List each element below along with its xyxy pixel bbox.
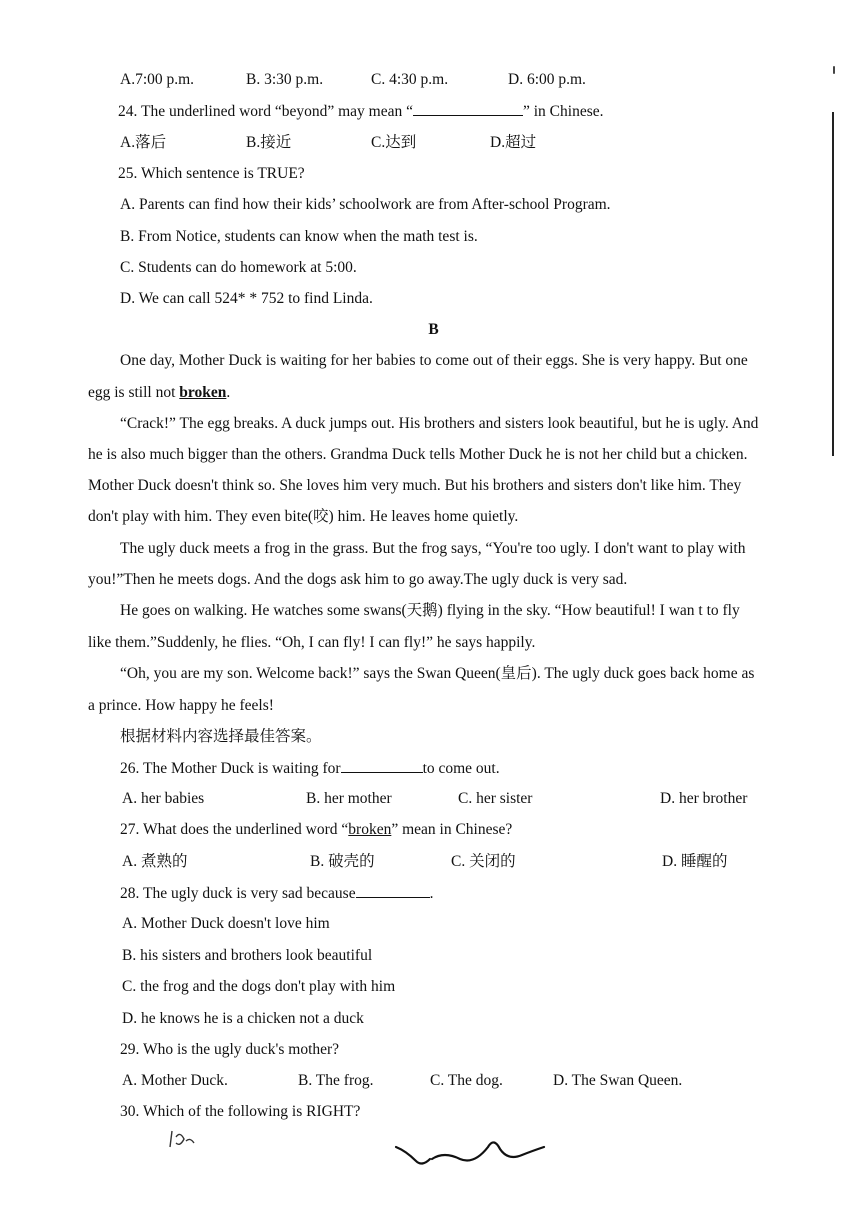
q27-option-c: C. 关闭的 [451,853,516,870]
section-b-instruction: 根据材料内容选择最佳答案。 [120,728,322,745]
passage-p2-line4: don't play with him. They even bite(咬) him. He leaves home quietly. [88,508,519,525]
handwritten-scribble [160,1125,560,1180]
q26-option-a: A. her babies [122,790,205,807]
q28-stem-after: . [429,885,434,902]
q26-stem [120,758,500,779]
passage-p1-period: . [226,384,231,401]
q29-option-d: D. The Swan Queen. [553,1072,683,1089]
q26-option-c: C. her sister [458,790,533,807]
q27-option-d: D. 睡醒的 [662,853,728,870]
passage-p2-line1: “Crack!” The egg breaks. A duck jumps out. His brothers and sisters look beautiful, but he is ugly. And [120,415,759,432]
q25-option-c: C. Students can do homework at 5:00. [120,259,357,276]
underlined-word-broken: broken [179,384,227,401]
q26-blank [341,758,423,773]
q28-option-a: A. Mother Duck doesn't love him [122,915,330,932]
q28-stem [120,883,433,904]
section-b-heading: B [428,321,439,338]
q28-option-d: D. he knows he is a chicken not a duck [122,1010,364,1027]
q24-stem-after: ” in Chinese. [522,103,604,120]
q25-option-b: B. From Notice, students can know when the math test is. [120,228,478,245]
q25-option-d: D. We can call 524* * 752 to find Linda. [120,290,373,307]
q27-stem-before: 27. What does the underlined word “ [120,821,349,838]
passage-p1-line2 [88,383,230,403]
q26-stem-before: 26. The Mother Duck is waiting for [120,760,341,777]
passage-p4-line1: He goes on walking. He watches some swans(天鹅) flying in the sky. “How beautiful! I wan t to fly [120,602,740,619]
q23-option-c: C. 4:30 p.m. [371,71,449,88]
passage-p5-line1: “Oh, you are my son. Welcome back!” says the Swan Queen(皇后). The ugly duck goes back home as [120,665,755,682]
q24-option-a: A.落后 [120,134,167,151]
q30-stem: 30. Which of the following is RIGHT? [120,1103,361,1120]
q27-option-a: A. 煮熟的 [122,853,188,870]
passage-p4-line2: like them.”Suddenly, he flies. “Oh, I can fly! I can fly!” he says happily. [88,634,536,651]
q29-option-a: A. Mother Duck. [122,1072,228,1089]
q24-stem-before: 24. The underlined word “beyond” may mean “ [118,103,413,120]
q24-option-c: C.达到 [371,134,417,151]
q23-option-d: D. 6:00 p.m. [508,71,586,88]
passage-p5-line2: a prince. How happy he feels! [88,697,274,714]
q29-stem: 29. Who is the ugly duck's mother? [120,1041,340,1058]
passage-p1-end: egg is still not [88,384,180,401]
q24-option-d: D.超过 [490,134,537,151]
q28-blank [356,883,430,898]
q29-option-c: C. The dog. [430,1072,503,1089]
passage-p2-line3: Mother Duck doesn't think so. She loves him very much. But his brothers and sisters don't like him. They [88,477,742,494]
passage-p1-line1: One day, Mother Duck is waiting for her babies to come out of their eggs. She is very happy. But one [120,352,748,369]
q28-option-b: B. his sisters and brothers look beautiful [122,947,373,964]
q29-option-b: B. The frog. [298,1072,374,1089]
q26-stem-after: to come out. [422,760,500,777]
q28-option-c: C. the frog and the dogs don't play with him [122,978,396,995]
passage-p3-line2: you!”Then he meets dogs. And the dogs ask him to go away.The ugly duck is very sad. [88,571,628,588]
scan-edge-mark [833,66,835,74]
q27-stem [120,820,512,840]
q23-option-b: B. 3:30 p.m. [246,71,324,88]
q24-stem [118,101,603,122]
q27-underlined-word: broken [348,821,392,838]
q23-option-a: A.7:00 p.m. [120,71,195,88]
q28-stem-before: 28. The ugly duck is very sad because [120,885,356,902]
q24-option-b: B.接近 [246,134,292,151]
q25-stem: 25. Which sentence is TRUE? [118,165,305,182]
scan-edge-line [832,112,834,456]
q26-option-d: D. her brother [660,790,748,807]
passage-p3-line1: The ugly duck meets a frog in the grass. But the frog says, “You're too ugly. I don't want to play with [120,540,746,557]
passage-p2-line2: he is also much bigger than the others. Grandma Duck tells Mother Duck he is not her child but a chicken. [88,446,748,463]
q26-option-b: B. her mother [306,790,392,807]
q27-stem-after: ” mean in Chinese? [391,821,513,838]
q24-blank [413,101,523,116]
q27-option-b: B. 破壳的 [310,853,375,870]
q25-option-a: A. Parents can find how their kids’ schoolwork are from After-school Program. [120,196,611,213]
